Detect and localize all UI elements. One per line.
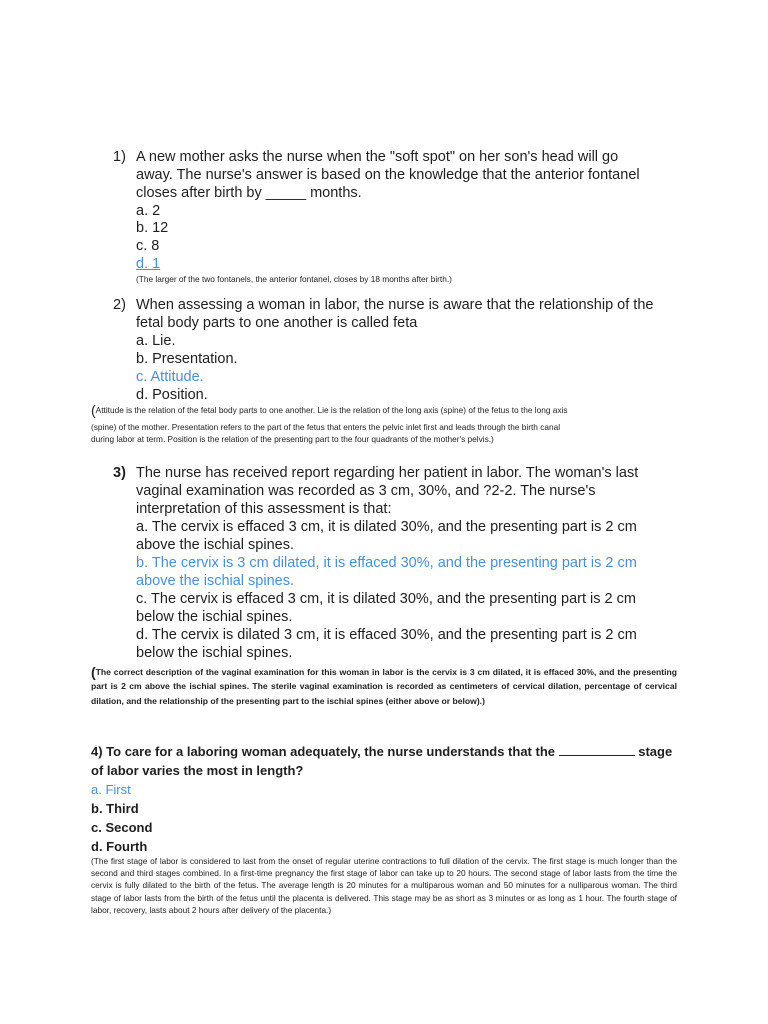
- question-text-line: away. The nurse's answer is based on the knowledge that the anterior fontanel: [136, 167, 640, 183]
- option-a-answer: a. First: [91, 782, 131, 797]
- question-text-end: stage: [638, 744, 673, 759]
- question-text-line: A new mother asks the nurse when the "soft spot" on her son's head will go: [136, 149, 619, 165]
- question-text-line: of labor varies the most in length?: [91, 763, 304, 778]
- option-c: c. 8: [136, 238, 160, 254]
- explanation-note: (The first stage of labor is considered to last from the onset of regular uterine contractions to full dilation of the cervix. The first stage is much longer than the second and third stages combined. In a first-time pregnancy the first stage of labor can take up to 20 hours. The second stage of labor lasts from the time the cervix is fully dilated to the birth of the fetus. The average length is 20 minutes for a multiparous woman and 50 minutes for a nulliparous woman. The third stage of labor lasts from the birth of the fetus until the placenta is delivered. This stage may be as short as 3 minutes or as long as 1 hour. The fourth stage of labor, recovery, lasts about 2 hours after delivery of the placenta.): [91, 856, 677, 915]
- note-first-line: The correct description of the vaginal examination for this woman in labor is the cervix is 3 cm dilated, it is effaced 30%, and: [95, 667, 615, 677]
- question-number: 3): [113, 465, 126, 481]
- option-a-line: a. The cervix is effaced 3 cm, it is dilated 30%, and the presenting part is 2 cm: [136, 519, 637, 535]
- question-text-line: closes after birth by _____ months.: [136, 185, 362, 201]
- option-b-answer-line: above the ischial spines.: [136, 573, 294, 589]
- option-d: d. Fourth: [91, 839, 148, 854]
- explanation-note-line: (spine) of the mother. Presentation refers to the part of the fetus that enters the pelvic inlet first and leads through the birth canal: [91, 422, 561, 432]
- question-text-line: fetal body parts to one another is called feta: [136, 315, 418, 331]
- note-rest: the presenting part is 2 cm above the ischial spines. The sterile vaginal examination is recorded as centimeters of cervical dilation, percentage of cervical dilation, and the relationship of the presenting part to the ischial spines (either above or below).): [91, 667, 677, 706]
- option-c-line: c. The cervix is effaced 3 cm, it is dilated 30%, and the presenting part is 2 cm: [136, 591, 636, 607]
- option-b: b. Presentation.: [136, 351, 238, 367]
- option-d: d. Position.: [136, 387, 208, 403]
- note-line: Attitude is the relation of the fetal body parts to one another. Lie is the relation of the long axis (spine) of the fetus to the long axis: [95, 405, 568, 415]
- option-a-line: above the ischial spines.: [136, 537, 294, 553]
- explanation-note: [91, 665, 677, 708]
- option-b-answer-line: b. The cervix is 3 cm dilated, it is effaced 30%, and the presenting part is 2 cm: [136, 555, 637, 571]
- option-d-answer[interactable]: d. 1: [136, 256, 161, 272]
- question-text-line: interpretation of this assessment is that:: [136, 501, 392, 517]
- option-c: c. Second: [91, 820, 153, 835]
- option-a: a. Lie.: [136, 333, 176, 349]
- option-b: b. Third: [91, 801, 139, 816]
- option-d-line: d. The cervix is dilated 3 cm, it is effaced 30%, and the presenting part is 2 cm: [136, 627, 637, 643]
- question-text-start: 4) To care for a laboring woman adequately, the nurse understands that the: [91, 744, 555, 759]
- explanation-note-line: during labor at term. Position is the relation of the presenting part to the four quadrants of the mother's pelvis.): [91, 434, 494, 444]
- question-number: 2): [113, 297, 126, 313]
- question-number: 1): [113, 149, 126, 165]
- question-text-line: vaginal examination was recorded as 3 cm, 30%, and ?2-2. The nurse's: [136, 483, 596, 499]
- note-open-paren: (: [91, 402, 96, 418]
- question-text-line: [91, 742, 672, 761]
- option-d-line: below the ischial spines.: [136, 645, 293, 661]
- option-c-answer: c. Attitude.: [136, 369, 204, 385]
- question-text-line: When assessing a woman in labor, the nurse is aware that the relationship of the: [136, 297, 654, 313]
- option-a: a. 2: [136, 203, 161, 219]
- explanation-note: [91, 404, 568, 417]
- answer-blank: [559, 744, 635, 756]
- question-text-line: The nurse has received report regarding her patient in labor. The woman's last: [136, 465, 639, 481]
- option-b: b. 12: [136, 220, 169, 236]
- option-c-line: below the ischial spines.: [136, 609, 293, 625]
- note-open-paren: (: [91, 664, 96, 680]
- explanation-note: (The larger of the two fontanels, the anterior fontanel, closes by 18 months after birth.): [136, 274, 452, 284]
